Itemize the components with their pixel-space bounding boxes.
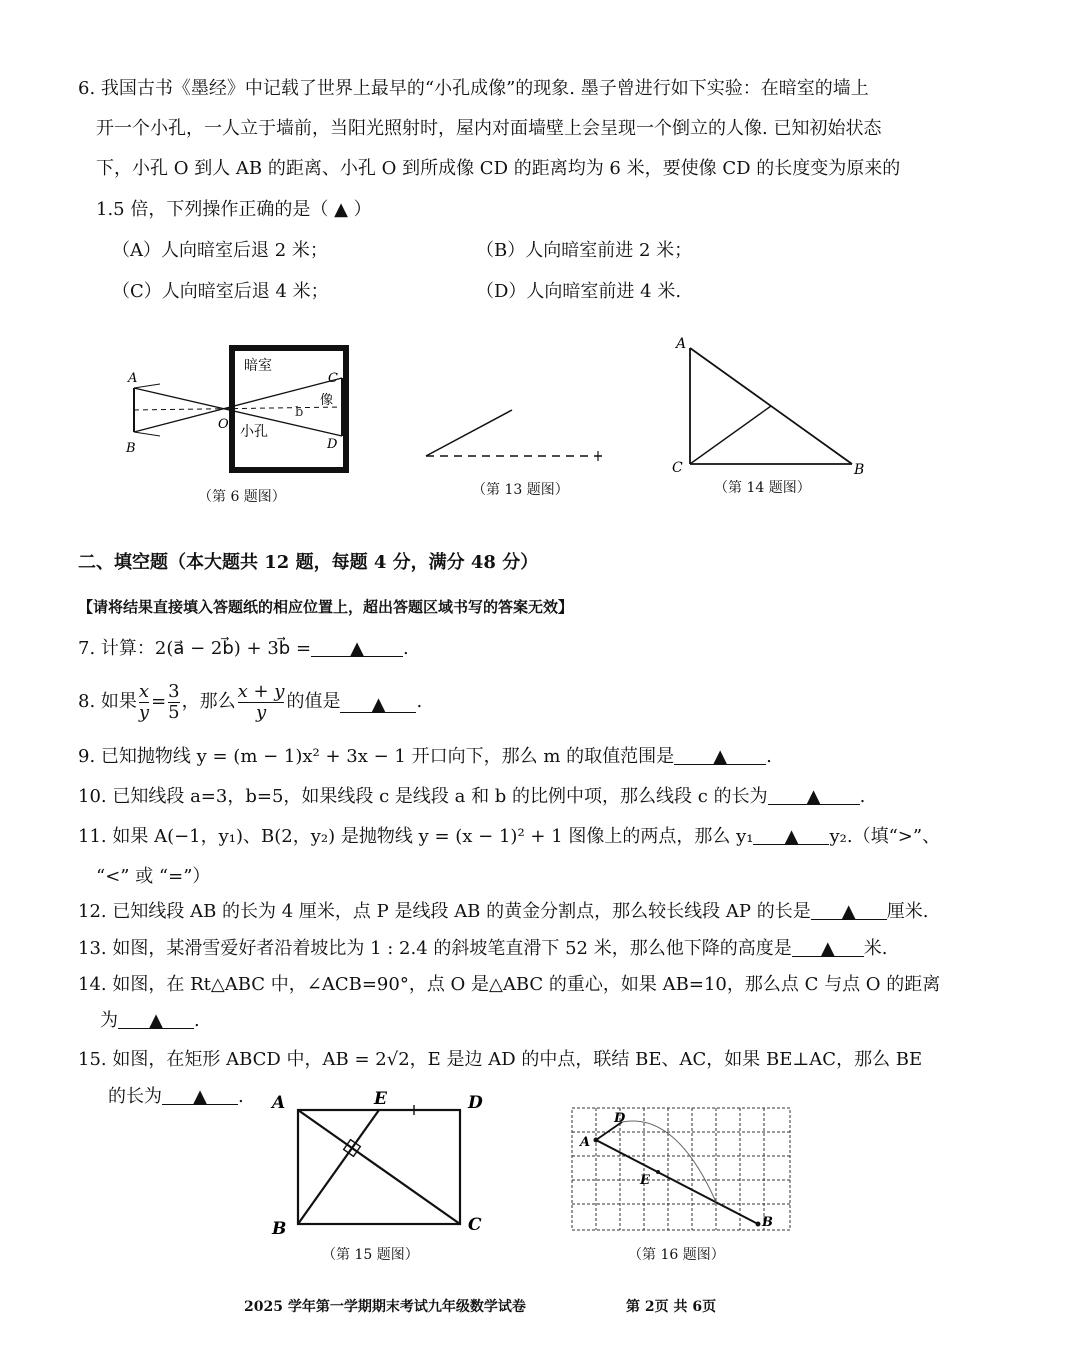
q8-middle-text: ，那么 [181, 691, 236, 712]
label-darkroom: 暗室 [244, 358, 272, 374]
q9-text: 9. 已知抛物线 y = (m − 1)x² + 3x − 1 开口向下，那么 m 的取值范围是 [78, 746, 675, 767]
q8-equals: = [151, 691, 167, 712]
q13-unit: 米. [863, 938, 888, 959]
q14-prefix: 为 [100, 1010, 118, 1031]
q6-line-4: 1.5 倍，下列操作正确的是（ ▲ ） [96, 199, 372, 220]
label-c: C [468, 1215, 482, 1235]
figure-6-pinhole-camera [120, 340, 370, 480]
q9-answer-blank: ▲ [674, 744, 766, 765]
label-b: B [272, 1219, 287, 1239]
footer-exam-title: 2025 学年第一学期期末考试九年级数学试卷 [244, 1299, 526, 1315]
label-d: D [327, 437, 338, 452]
q6-option-b: （B）人向暗室前进 2 米； [476, 240, 693, 261]
q6-line-1: 6. 我国古书《墨经》中记载了世界上最早的“小孔成像”的现象. 墨子曾进行如下实验：在暗室的墙上 [78, 78, 869, 99]
q8-suffix: 的值是 [286, 691, 341, 712]
q12-text: 12. 已知线段 AB 的长为 4 厘米，点 P 是线段 AB 的黄金分割点，那么较长线段 AP 的长是 [78, 901, 811, 922]
question-12 [78, 899, 928, 925]
q7-answer-blank: ▲ [311, 636, 403, 657]
median-cm [690, 406, 771, 464]
label-b: B [762, 1215, 773, 1230]
q7-text: 7. 计算：2(a⃗ − 2b⃗) + 3b⃗ = [78, 638, 312, 659]
q6-option-a: （A）人向暗室后退 2 米； [112, 240, 328, 261]
figure-15-caption: （第 15 题图） [322, 1247, 419, 1263]
q15-answer-blank: ▲ [162, 1084, 238, 1105]
q13-text: 13. 如图，某滑雪爱好者沿着坡比为 1 : 2.4 的斜坡笔直滑下 52 米，那么他下降的高度是 [78, 938, 792, 959]
q8-prefix: 8. 如果 [78, 691, 137, 712]
question-15-line-2: 的长为 ▲ . [108, 1086, 244, 1107]
question-7: 7. 计算：2(a⃗ − 2b⃗) + 3b⃗ = ▲ . [78, 638, 409, 659]
question-11-line-1 [78, 824, 940, 850]
label-a: A [128, 371, 138, 386]
q14-answer-blank: ▲ [118, 1008, 194, 1029]
q8-fraction-3-over-5: $\frac{3}{5}$ [168, 680, 180, 723]
slope-line [426, 410, 512, 456]
q10-text: 10. 已知线段 a=3，b=5，如果线段 c 是线段 a 和 b 的比例中项，那么线段 c 的长为 [78, 786, 768, 807]
label-a: A [676, 336, 687, 352]
label-c: C [328, 371, 338, 386]
label-e: E [374, 1089, 387, 1109]
q6-option-d: （D）人向暗室前进 4 米. [476, 281, 682, 302]
label-image: 像 [320, 393, 334, 408]
section-2-title: 二、填空题（本大题共 12 题，每题 4 分，满分 48 分） [78, 552, 539, 573]
q11-answer-blank: ▲ [753, 824, 829, 845]
diagonal-ac [298, 1110, 460, 1224]
q8-fraction-x-over-y: $\frac{x}{y}$ [138, 680, 150, 723]
label-pinhole: 小孔 [240, 424, 268, 440]
q12-unit: 厘米. [886, 901, 929, 922]
q6-line-2: 开一个小孔，一人立于墙前，当阳光照射时，屋内对面墙壁上会呈现一个倒立的人像. 已知初始状态 [96, 118, 882, 139]
figure-13-caption: （第 13 题图） [472, 482, 569, 498]
figure-16-caption: （第 16 题图） [628, 1247, 725, 1263]
label-e: E [640, 1173, 650, 1188]
q12-answer-blank: ▲ [811, 899, 887, 920]
label-a: A [580, 1135, 591, 1150]
label-o: O [218, 417, 229, 432]
q13-answer-blank: ▲ [792, 936, 864, 957]
q6-line-3: 下，小孔 O 到人 AB 的距离、小孔 O 到所成像 CD 的距离均为 6 米，要使像 CD 的长度变为原来的 [96, 158, 901, 179]
question-15-line-1: 15. 如图，在矩形 ABCD 中，AB = 2√2，E 是边 AD 的中点，联结 BE、AC，如果 BE⊥AC，那么 BE [78, 1049, 923, 1070]
figure-16-grid [566, 1104, 796, 1234]
label-c: C [672, 460, 683, 476]
footer-page-number: 第 2页 共 6页 [626, 1299, 717, 1315]
label-d: D [614, 1111, 626, 1126]
figure-15-rectangle [266, 1088, 506, 1238]
section-2-note: 【请将结果直接填入答题纸的相应位置上，超出答题区域书写的答案无效】 [78, 598, 574, 616]
q15-prefix: 的长为 [108, 1086, 162, 1107]
q8-fraction-sum-over-y: $\frac{x + y}{y}$ [237, 680, 285, 723]
label-b: B [126, 441, 136, 456]
q11-after: y₂.（填“>”、 [829, 826, 941, 847]
q6-option-c: （C）人向暗室后退 4 米； [112, 281, 329, 302]
figure-13-slope [420, 400, 610, 470]
segment-be [298, 1110, 379, 1224]
question-14-line-1: 14. 如图，在 Rt△ABC 中，∠ACB=90°，点 O 是△ABC 的重心，如果 AB=10，那么点 C 与点 O 的距离 [78, 974, 941, 995]
question-14-line-2: 为 ▲ . [100, 1010, 200, 1031]
figure-14-caption: （第 14 题图） [714, 480, 811, 496]
label-d: D [468, 1093, 483, 1113]
q8-answer-blank: ▲ [340, 692, 416, 713]
figure-6-caption: （第 6 题图） [198, 489, 286, 505]
q11-text: 11. 如果 A(−1，y₁)、B(2，y₂) 是抛物线 y = (x − 1)² + 1 图像上的两点，那么 y₁ [78, 826, 754, 847]
label-a: A [272, 1093, 286, 1113]
question-13 [78, 936, 887, 962]
label-b: B [854, 462, 865, 478]
question-11-line-2: “<” 或 “=”） [96, 866, 211, 887]
figure-14-right-triangle [666, 330, 876, 480]
segment-ab [596, 1140, 758, 1224]
question-10: 10. 已知线段 a=3，b=5，如果线段 c 是线段 a 和 b 的比例中项，那么线段 c 的长为 ▲ . [78, 786, 866, 807]
q10-answer-blank: ▲ [768, 784, 860, 805]
question-8: 8. 如果 $\frac{x}{y}$ = $\frac{3}{5}$ ，那么 $\frac{x + y}{y}$ 的值是 ▲ . [78, 680, 423, 723]
question-9: 9. 已知抛物线 y = (m − 1)x² + 3x − 1 开口向下，那么 m 的取值范围是 ▲ . [78, 746, 772, 767]
handwritten-mark: b [295, 405, 304, 420]
